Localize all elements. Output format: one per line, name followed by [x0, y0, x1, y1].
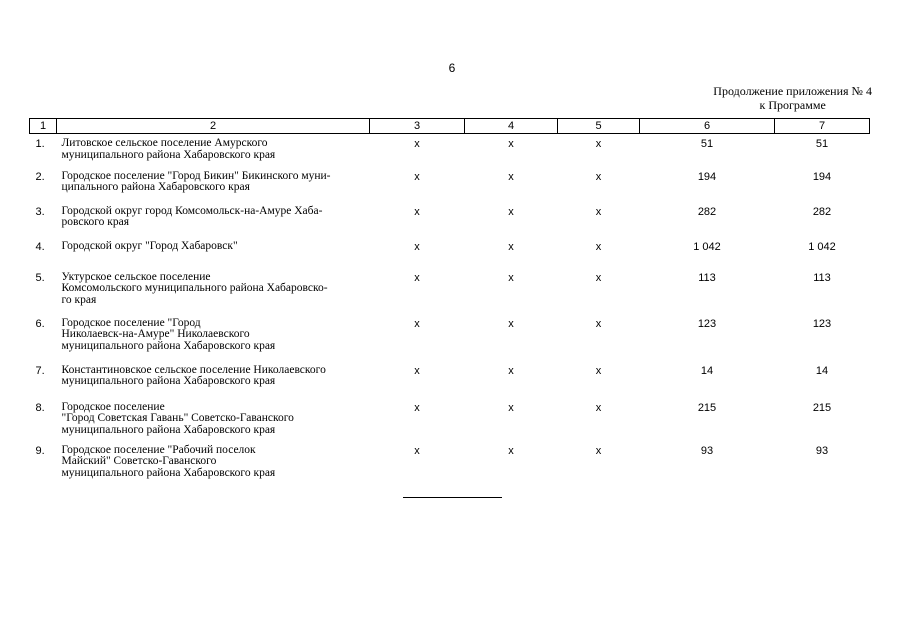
settlement-name-line: Майский" Советско-Гаванского [61, 455, 217, 467]
cell-c5: х [595, 240, 602, 253]
table-row [30, 441, 870, 482]
cell-c4: х [508, 317, 514, 330]
settlement-name-line: муниципального района Хабаровского края [61, 466, 276, 479]
header-cell: 4 [465, 119, 558, 134]
settlement-name [57, 202, 370, 237]
cell-c6: 51 [700, 138, 714, 150]
cell-c6: 215 [697, 401, 717, 414]
settlement-name [57, 134, 370, 167]
cell-c4: х [508, 205, 514, 218]
table-row [30, 167, 870, 202]
settlement-name-line: Городское поселение [61, 400, 165, 413]
settlement-name-line: "Город Советская Гавань" Советско-Гаванского [61, 412, 294, 424]
table-row [30, 134, 870, 167]
table-row [30, 314, 870, 361]
row-number: 5. [35, 271, 45, 284]
header-cell: 5 [558, 119, 640, 134]
end-rule [403, 497, 502, 498]
appendix-line-1: Продолжение приложения № 4 [713, 84, 872, 98]
header-row [30, 119, 870, 134]
settlement-name-line: муниципального района Хабаровского края [61, 423, 276, 436]
header-cell: 3 [370, 119, 465, 134]
row-number: 1. [35, 138, 45, 150]
table-row [30, 237, 870, 268]
settlement-name-line: Константиновское сельское поселение Николаевского [61, 363, 326, 376]
settlement-name-line: Николаевск-на-Амуре" Николаевского [61, 328, 250, 340]
cell-c4: х [508, 138, 514, 150]
header-cell: 2 [57, 119, 370, 134]
cell-c3: х [414, 364, 420, 377]
cell-c3: х [414, 444, 420, 457]
table-row [30, 398, 870, 441]
row-number: 4. [35, 240, 45, 253]
row-number: 3. [35, 205, 45, 218]
cell-c6: 123 [697, 317, 717, 330]
settlement-name-line: ровского края [61, 216, 130, 228]
settlement-name-line: муниципального района Хабаровского края [61, 339, 276, 352]
row-number: 7. [35, 364, 45, 377]
cell-c7: 1 042 [808, 240, 836, 253]
cell-c6: 1 042 [693, 240, 721, 253]
cell-c7: 215 [812, 401, 832, 414]
settlement-name-line: ципального района Хабаровского края [61, 181, 250, 193]
cell-c6: 14 [700, 364, 714, 377]
row-number: 8. [35, 401, 45, 414]
settlement-name [57, 441, 370, 482]
header-cell: 7 [775, 119, 870, 134]
cell-c5: х [595, 138, 602, 150]
cell-c7: 282 [812, 205, 832, 218]
appendix-line-2: к Программе [759, 98, 826, 112]
cell-c5: х [595, 271, 602, 284]
table-row [30, 361, 870, 398]
cell-c3: х [414, 401, 420, 414]
cell-c3: х [414, 240, 420, 253]
cell-c3: х [414, 138, 420, 150]
settlement-name [57, 167, 370, 202]
cell-c4: х [508, 444, 514, 457]
row-number: 6. [35, 317, 45, 330]
settlement-name [57, 237, 370, 268]
cell-c5: х [595, 401, 602, 414]
settlement-name-line: Городской округ город Комсомольск-на-Амуре Хаба- [61, 204, 323, 217]
header-cell: 1 [30, 119, 57, 134]
settlement-name-line: Городское поселение "Рабочий поселок [61, 443, 256, 456]
settlement-name [57, 268, 370, 314]
settlement-name-line: муниципального района Хабаровского края [61, 375, 276, 387]
row-number: 2. [35, 170, 45, 183]
settlement-name-line: муниципального района Хабаровского края [61, 148, 276, 161]
table-row [30, 268, 870, 314]
settlement-name [57, 314, 370, 361]
cell-c3: х [414, 170, 420, 183]
cell-c7: 93 [815, 444, 829, 457]
cell-c5: х [595, 444, 602, 457]
row-number: 9. [35, 444, 45, 457]
cell-c7: 113 [813, 271, 831, 284]
cell-c5: х [595, 205, 602, 218]
cell-c7: 14 [815, 364, 829, 377]
cell-c7: 51 [815, 138, 829, 150]
settlement-name-line: го края [61, 293, 97, 306]
cell-c4: х [508, 271, 514, 284]
cell-c5: х [595, 364, 602, 377]
cell-c6: 113 [698, 271, 716, 284]
header-cell: 6 [640, 119, 775, 134]
settlement-name-line: Литовское сельское поселение Амурского [61, 137, 268, 149]
cell-c4: х [508, 364, 514, 377]
cell-c5: х [595, 170, 602, 183]
cell-c6: 93 [700, 444, 714, 457]
settlement-name-line: Городское поселение "Город Бикин" Бикинского муни- [61, 169, 331, 182]
settlement-name-line: Городское поселение "Город [61, 316, 201, 329]
cell-c7: 194 [812, 170, 832, 183]
page-number: 6 [448, 61, 456, 75]
cell-c4: х [508, 401, 514, 414]
cell-c3: х [414, 205, 420, 218]
cell-c5: х [595, 317, 602, 330]
cell-c4: х [508, 170, 514, 183]
cell-c6: 194 [697, 170, 717, 183]
cell-c3: х [414, 317, 420, 330]
data-table [29, 118, 870, 482]
settlement-name-line: Комсомольского муниципального района Хабаровско- [61, 282, 328, 294]
cell-c7: 123 [812, 317, 832, 330]
cell-c4: х [508, 240, 514, 253]
table-row [30, 202, 870, 237]
cell-c6: 282 [697, 205, 717, 218]
settlement-name [57, 398, 370, 441]
appendix-caption [713, 84, 872, 112]
cell-c3: х [414, 271, 420, 284]
settlement-name-line: Уктурское сельское поселение [61, 270, 211, 283]
settlement-name-line: Городской округ "Город Хабаровск" [61, 239, 238, 252]
settlement-name [57, 361, 370, 398]
